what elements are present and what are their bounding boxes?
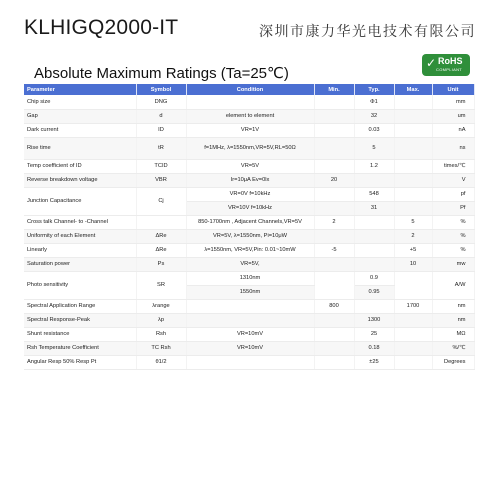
symbol-cell: θ1/2	[136, 355, 186, 369]
table-row	[24, 159, 474, 173]
min-cell	[314, 95, 354, 109]
parameter-cell: Photo sensitivity	[24, 271, 136, 299]
condition-cell: VR=5V	[186, 159, 314, 173]
symbol-cell: λp	[136, 313, 186, 327]
column-header: Min.	[314, 84, 354, 95]
symbol-cell: TC Rsh	[136, 341, 186, 355]
typ-cell: 31	[354, 201, 394, 215]
typ-cell	[354, 257, 394, 271]
checkmark-icon: ✓	[426, 56, 437, 70]
max-cell	[394, 341, 432, 355]
max-cell	[394, 271, 432, 299]
condition-cell: 850-1700nm , Adjacent Channels,VR=5V	[186, 215, 314, 229]
typ-cell: 32	[354, 109, 394, 123]
typ-cell: ±25	[354, 355, 394, 369]
min-cell	[314, 327, 354, 341]
parameter-cell: Chip size	[24, 95, 136, 109]
typ-cell: 1300	[354, 313, 394, 327]
typ-cell: 0.18	[354, 341, 394, 355]
min-cell: -5	[314, 243, 354, 257]
table-row	[24, 95, 474, 109]
section-title-row	[30, 56, 470, 86]
column-header: Max.	[394, 84, 432, 95]
table-row	[24, 137, 474, 159]
table-row	[24, 313, 474, 327]
table-row	[24, 299, 474, 313]
condition-cell: 1310nm	[186, 271, 314, 285]
symbol-cell: Rsh	[136, 327, 186, 341]
unit-cell: A/W	[432, 271, 474, 299]
symbol-cell: λrange	[136, 299, 186, 313]
unit-cell: %/℃	[432, 341, 474, 355]
symbol-cell: tR	[136, 137, 186, 159]
typ-cell: 25	[354, 327, 394, 341]
parameter-cell: Rsh Temperature Coefficient	[24, 341, 136, 355]
unit-cell: Degrees	[432, 355, 474, 369]
parameter-cell: Gap	[24, 109, 136, 123]
product-code: KLHIGQ2000-IT	[24, 16, 179, 39]
table-header-row	[24, 84, 474, 95]
min-cell	[314, 341, 354, 355]
table-row	[24, 215, 474, 229]
typ-cell: 1.2	[354, 159, 394, 173]
condition-cell: VR=10V f=10kHz	[186, 201, 314, 215]
table-row	[24, 271, 474, 285]
unit-cell: pf	[432, 187, 474, 201]
symbol-cell	[136, 215, 186, 229]
unit-cell: um	[432, 109, 474, 123]
parameter-cell: Angular Resp 50% Resp Pt	[24, 355, 136, 369]
condition-cell	[186, 313, 314, 327]
spec-table	[24, 84, 475, 370]
min-cell	[314, 137, 354, 159]
typ-cell: 0.95	[354, 285, 394, 299]
table-row	[24, 123, 474, 137]
typ-cell	[354, 243, 394, 257]
column-header: Symbol	[136, 84, 186, 95]
condition-cell: element to element	[186, 109, 314, 123]
unit-cell: %	[432, 229, 474, 243]
min-cell	[314, 271, 354, 299]
typ-cell	[354, 215, 394, 229]
unit-cell: nm	[432, 313, 474, 327]
parameter-cell: Cross talk Channel- to -Channel	[24, 215, 136, 229]
max-cell	[394, 201, 432, 215]
typ-cell	[354, 173, 394, 187]
typ-cell	[354, 229, 394, 243]
unit-cell: mm	[432, 95, 474, 109]
max-cell: 10	[394, 257, 432, 271]
symbol-cell: ΔRe	[136, 243, 186, 257]
page-header	[24, 16, 476, 46]
condition-cell: VR=10mV	[186, 327, 314, 341]
unit-cell: %	[432, 243, 474, 257]
max-cell	[394, 159, 432, 173]
parameter-cell: Shunt resistance	[24, 327, 136, 341]
symbol-cell: Cj	[136, 187, 186, 215]
unit-cell: V	[432, 173, 474, 187]
max-cell: 2	[394, 229, 432, 243]
parameter-cell: Uniformity of each Element	[24, 229, 136, 243]
typ-cell: 0.9	[354, 271, 394, 285]
rohs-label: RoHS	[438, 56, 463, 66]
unit-cell: times/℃	[432, 159, 474, 173]
condition-cell: Ir=10μA Ev=0lx	[186, 173, 314, 187]
table-row	[24, 243, 474, 257]
column-header: Typ.	[354, 84, 394, 95]
max-cell: 1700	[394, 299, 432, 313]
condition-cell: f=1MHz, λ=1550nm,VR=5V,RL=50Ω	[186, 137, 314, 159]
max-cell	[394, 187, 432, 201]
table-row	[24, 187, 474, 201]
min-cell: 2	[314, 215, 354, 229]
unit-cell: nA	[432, 123, 474, 137]
max-cell	[394, 123, 432, 137]
company-name: 深圳市康力华光电技术有限公司	[259, 24, 476, 40]
condition-cell	[186, 95, 314, 109]
max-cell: +5	[394, 243, 432, 257]
typ-cell	[354, 299, 394, 313]
condition-cell: VR=0V f=10kHz	[186, 187, 314, 201]
symbol-cell: TCID	[136, 159, 186, 173]
min-cell: 800	[314, 299, 354, 313]
section-title: Absolute Maximum Ratings (Ta=25℃)	[34, 65, 289, 82]
parameter-cell: Saturation power	[24, 257, 136, 271]
min-cell	[314, 201, 354, 215]
min-cell: 20	[314, 173, 354, 187]
min-cell	[314, 109, 354, 123]
condition-cell: λ=1550nm, VR=5V,Pin: 0.01~10mW	[186, 243, 314, 257]
max-cell	[394, 173, 432, 187]
symbol-cell: ΔRe	[136, 229, 186, 243]
parameter-cell: Reverse breakdown voltage	[24, 173, 136, 187]
max-cell	[394, 137, 432, 159]
parameter-cell: Rise time	[24, 137, 136, 159]
parameter-cell: Spectral Response-Peak	[24, 313, 136, 327]
min-cell	[314, 229, 354, 243]
condition-cell: VR=5V,	[186, 257, 314, 271]
min-cell	[314, 313, 354, 327]
parameter-cell: Dark current	[24, 123, 136, 137]
max-cell	[394, 313, 432, 327]
min-cell	[314, 159, 354, 173]
rohs-sub-label: COMPLIANT	[436, 67, 463, 72]
unit-cell: Pf	[432, 201, 474, 215]
unit-cell: mw	[432, 257, 474, 271]
table-row	[24, 173, 474, 187]
min-cell	[314, 187, 354, 201]
table-row	[24, 341, 474, 355]
condition-cell: VR=1V	[186, 123, 314, 137]
condition-cell: 1550nm	[186, 285, 314, 299]
table-row	[24, 109, 474, 123]
max-cell	[394, 355, 432, 369]
column-header: Unit	[432, 84, 474, 95]
condition-cell: VR=10mV	[186, 341, 314, 355]
parameter-cell: Junction Capacitance	[24, 187, 136, 215]
min-cell	[314, 257, 354, 271]
rohs-logo	[422, 54, 470, 76]
min-cell	[314, 355, 354, 369]
symbol-cell: Ps	[136, 257, 186, 271]
max-cell	[394, 95, 432, 109]
column-header: Condition	[186, 84, 314, 95]
table-row	[24, 327, 474, 341]
typ-cell: 548	[354, 187, 394, 201]
symbol-cell: SR	[136, 271, 186, 299]
unit-cell: nm	[432, 299, 474, 313]
parameter-cell: Linearly	[24, 243, 136, 257]
max-cell	[394, 327, 432, 341]
typ-cell: 0.03	[354, 123, 394, 137]
table-row	[24, 257, 474, 271]
max-cell	[394, 109, 432, 123]
symbol-cell: ID	[136, 123, 186, 137]
unit-cell: ns	[432, 137, 474, 159]
condition-cell	[186, 355, 314, 369]
symbol-cell: VBR	[136, 173, 186, 187]
condition-cell: VR=5V, λ=1550nm, Pi=10μW	[186, 229, 314, 243]
condition-cell	[186, 299, 314, 313]
symbol-cell: DNG	[136, 95, 186, 109]
typ-cell: 5	[354, 137, 394, 159]
unit-cell: MΩ	[432, 327, 474, 341]
typ-cell: Φ1	[354, 95, 394, 109]
column-header: Parameter	[24, 84, 136, 95]
symbol-cell: d	[136, 109, 186, 123]
parameter-cell: Temp coefficient of ID	[24, 159, 136, 173]
table-row	[24, 229, 474, 243]
unit-cell: %	[432, 215, 474, 229]
max-cell: 5	[394, 215, 432, 229]
table-row	[24, 355, 474, 369]
parameter-cell: Spectral Application Range	[24, 299, 136, 313]
min-cell	[314, 123, 354, 137]
